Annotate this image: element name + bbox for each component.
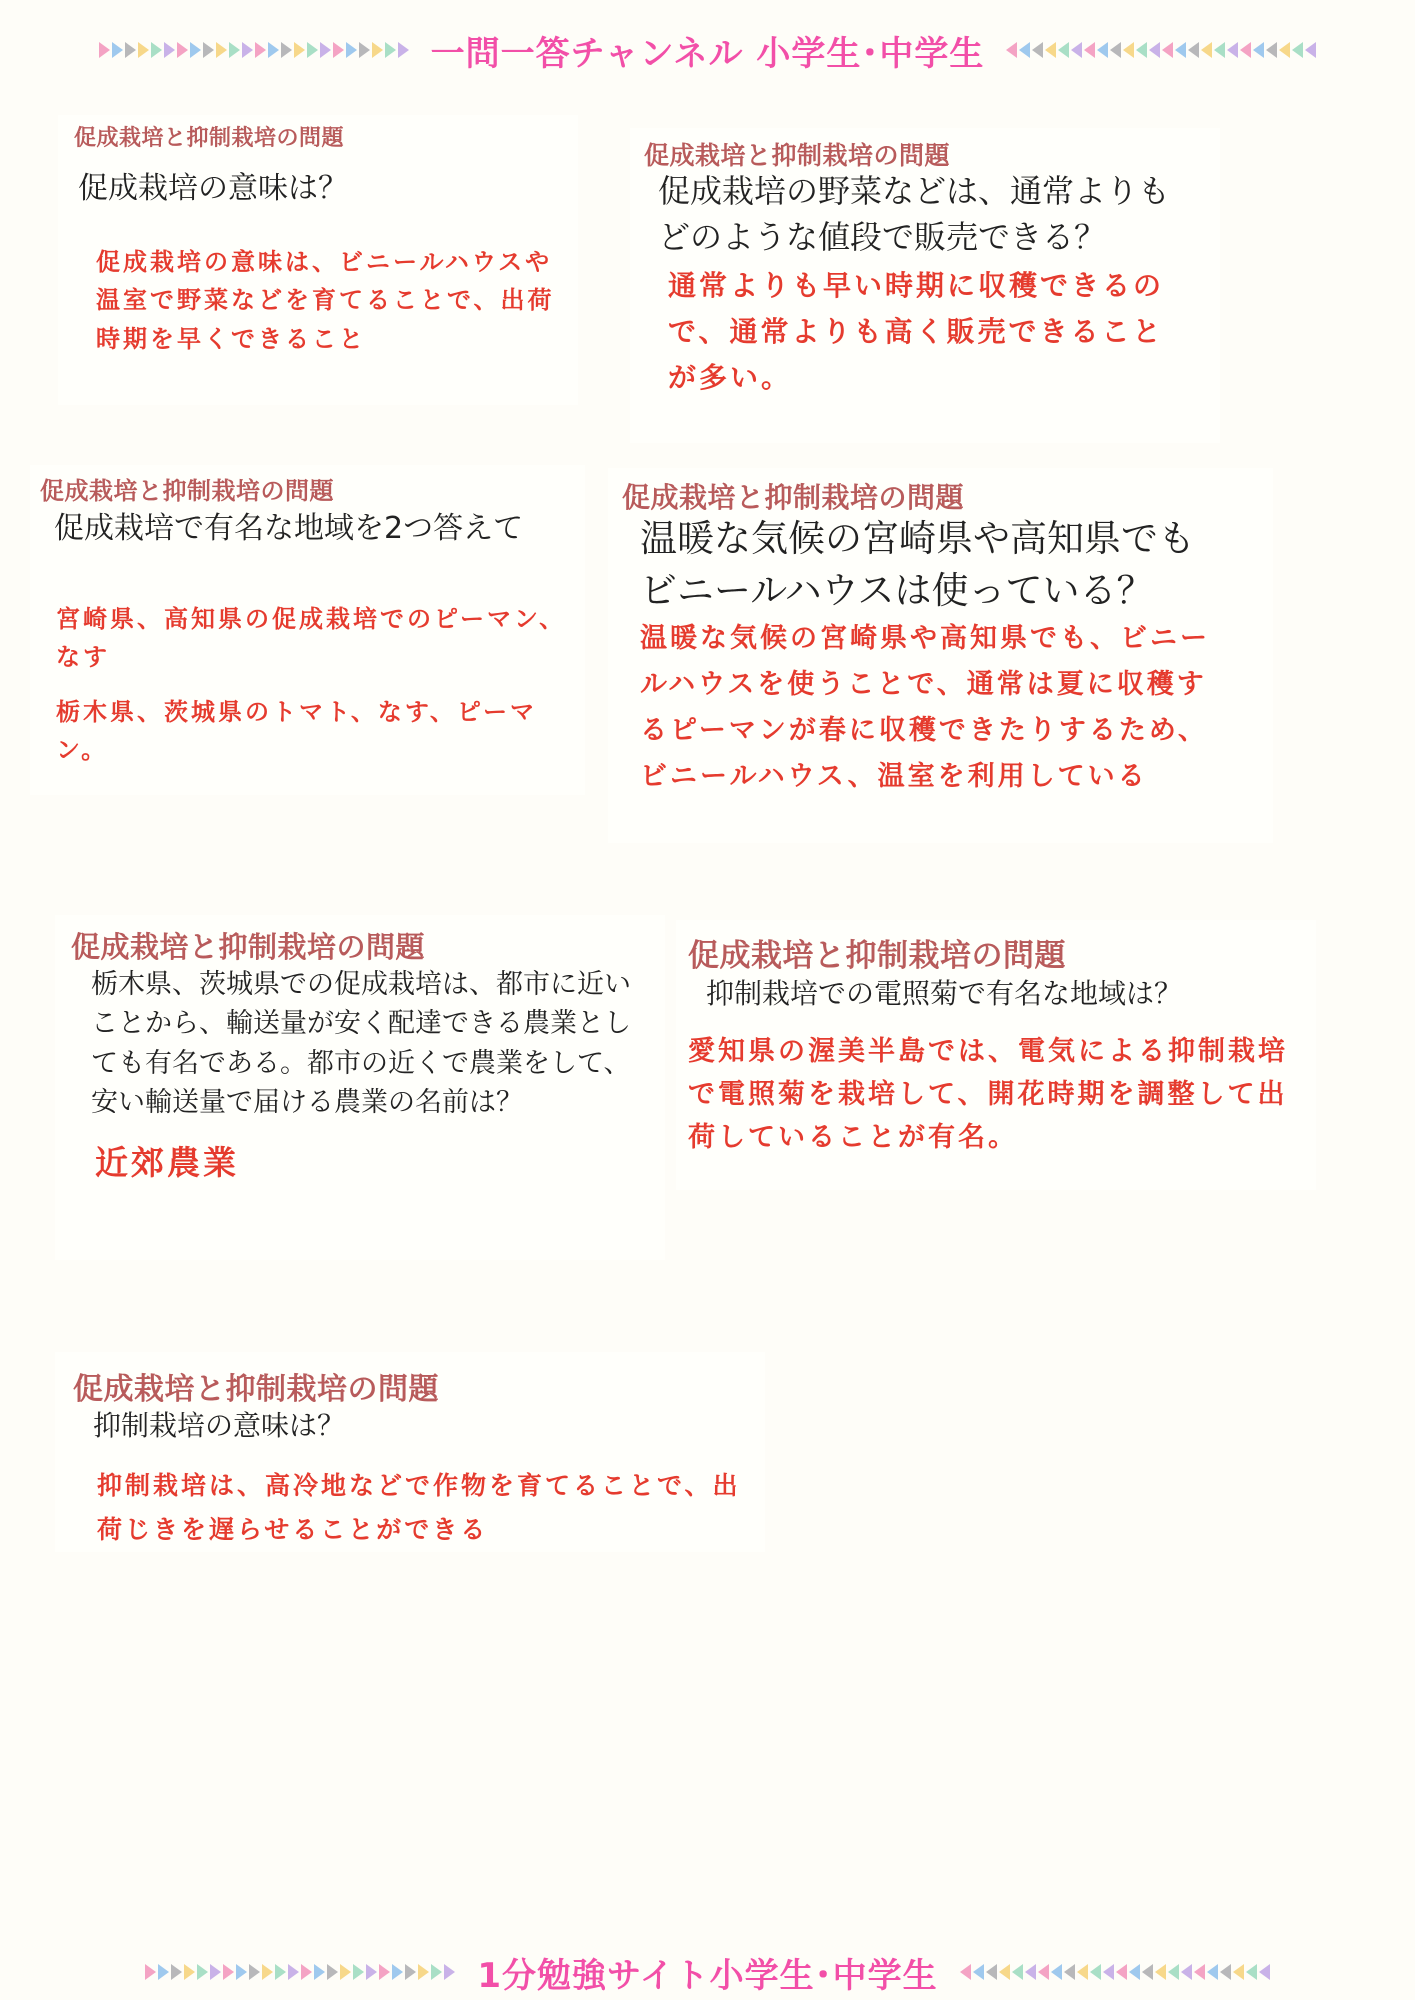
bunting-flag — [1064, 1964, 1075, 1980]
bunting-left — [145, 1964, 455, 1980]
card-question: 温暖な気候の宮崎県や高知県でもビニールハウスは使っている？ — [640, 517, 1195, 612]
bunting-flag — [1103, 1964, 1114, 1980]
bunting-flag — [1136, 42, 1147, 58]
bunting-left — [99, 42, 409, 58]
bunting-flag — [1077, 1964, 1088, 1980]
bunting-flag — [999, 1964, 1010, 1980]
bunting-flag — [197, 1964, 208, 1980]
bunting-flag — [1305, 42, 1316, 58]
bunting-flag — [1227, 42, 1238, 58]
qa-card-4 — [608, 468, 1273, 843]
bunting-flag — [1006, 42, 1017, 58]
bunting-flag — [262, 1964, 273, 1980]
bunting-flag — [1129, 1964, 1140, 1980]
bunting-flag — [1266, 42, 1277, 58]
card-category: 促成栽培と抑制栽培の問題 — [73, 1372, 439, 1407]
bunting-flag — [392, 1964, 403, 1980]
qa-card-2 — [630, 128, 1220, 443]
bunting-flag — [1181, 1964, 1192, 1980]
bunting-flag — [229, 42, 240, 58]
footer-title: 1分勉強サイト小学生･中学生 — [477, 1955, 938, 1996]
bunting-flag — [1175, 42, 1186, 58]
bunting-flag — [223, 1964, 234, 1980]
bunting-flag — [1071, 42, 1082, 58]
bunting-flag — [249, 1964, 260, 1980]
bunting-flag — [379, 1964, 390, 1980]
bunting-flag — [1051, 1964, 1062, 1980]
bunting-right — [1006, 42, 1316, 58]
bunting-flag — [359, 42, 370, 58]
card-answer: 抑制栽培は、高冷地などで作物を育てることで、出荷じきを遅らせることができる — [97, 1471, 741, 1544]
bunting-flag — [294, 42, 305, 58]
bunting-flag — [353, 1964, 364, 1980]
bunting-flag — [405, 1964, 416, 1980]
bunting-flag — [1201, 42, 1212, 58]
bunting-flag — [327, 1964, 338, 1980]
bunting-flag — [320, 42, 331, 58]
qa-card-1 — [58, 115, 578, 405]
bunting-flag — [1116, 1964, 1127, 1980]
bunting-flag — [1220, 1964, 1231, 1980]
bunting-flag — [1025, 1964, 1036, 1980]
bunting-flag — [125, 42, 136, 58]
bunting-flag — [340, 1964, 351, 1980]
bunting-flag — [398, 42, 409, 58]
bunting-flag — [973, 1964, 984, 1980]
header-title: 一問一答チャンネル 小学生･中学生 — [430, 33, 985, 74]
card-answer: 促成栽培の意味は、ビニールハウスや温室で野菜などを育てることで、出荷時期を早くできること — [96, 248, 555, 353]
bunting-flag — [986, 1964, 997, 1980]
bunting-flag — [1162, 42, 1173, 58]
bunting-flag — [268, 42, 279, 58]
card-category: 促成栽培と抑制栽培の問題 — [74, 126, 345, 151]
bunting-flag — [1038, 1964, 1049, 1980]
bunting-flag — [346, 42, 357, 58]
bunting-flag — [1292, 42, 1303, 58]
qa-card-6 — [676, 920, 1316, 1190]
bunting-flag — [1253, 42, 1264, 58]
qa-card-3 — [30, 465, 585, 795]
bunting-flag — [301, 1964, 312, 1980]
bunting-flag — [1259, 1964, 1270, 1980]
bunting-flag — [1110, 42, 1121, 58]
bunting-right — [960, 1964, 1270, 1980]
bunting-flag — [1240, 42, 1251, 58]
bunting-flag — [210, 1964, 221, 1980]
bunting-flag — [307, 42, 318, 58]
bunting-flag — [1142, 1964, 1153, 1980]
bunting-flag — [1233, 1964, 1244, 1980]
bunting-flag — [418, 1964, 429, 1980]
bunting-flag — [1155, 1964, 1166, 1980]
card-question: 抑制栽培の意味は？ — [93, 1409, 346, 1442]
bunting-flag — [366, 1964, 377, 1980]
bunting-flag — [236, 1964, 247, 1980]
bunting-flag — [444, 1964, 455, 1980]
header-banner — [0, 28, 1415, 72]
bunting-flag — [1246, 1964, 1257, 1980]
bunting-flag — [1214, 42, 1225, 58]
bunting-flag — [333, 42, 344, 58]
bunting-flag — [275, 1964, 286, 1980]
footer-banner — [0, 1950, 1415, 1994]
bunting-flag — [385, 42, 396, 58]
card-category: 促成栽培と抑制栽培の問題 — [688, 938, 1066, 974]
bunting-flag — [1279, 42, 1290, 58]
bunting-flag — [190, 42, 201, 58]
card-answer: 愛知県の渥美半島では、電気による抑制栽培で電照菊を栽培して、開花時期を調整して出荷していることが有名。 — [688, 1036, 1288, 1154]
card-question: 栃木県、茨城県での促成栽培は、都市に近いことから、輸送量が安く配達できる農業としても有名である。都市の近くで農業をして、安い輸送量で届ける農業の名前は？ — [91, 969, 631, 1119]
bunting-flag — [99, 42, 110, 58]
bunting-flag — [1149, 42, 1160, 58]
bunting-flag — [960, 1964, 971, 1980]
bunting-flag — [1045, 42, 1056, 58]
card-category: 促成栽培と抑制栽培の問題 — [622, 481, 965, 514]
bunting-flag — [216, 42, 227, 58]
bunting-flag — [1012, 1964, 1023, 1980]
bunting-flag — [1058, 42, 1069, 58]
card-answer: 通常よりも早い時期に収穫できるので、通常よりも高く販売できることが多い。 — [668, 269, 1165, 395]
bunting-flag — [1032, 42, 1043, 58]
bunting-flag — [1019, 42, 1030, 58]
bunting-flag — [171, 1964, 182, 1980]
bunting-flag — [203, 42, 214, 58]
card-answer: 近郊農業 — [95, 1143, 239, 1182]
card-question: 促成栽培の意味は？ — [78, 171, 348, 206]
bunting-flag — [184, 1964, 195, 1980]
bunting-flag — [177, 42, 188, 58]
bunting-flag — [1194, 1964, 1205, 1980]
bunting-flag — [1084, 42, 1095, 58]
card-question: 促成栽培で有名な地域を2つ答えて — [54, 511, 524, 546]
card-answer: 宮崎県、高知県の促成栽培でのピーマン、なす — [56, 605, 567, 672]
bunting-flag — [145, 1964, 156, 1980]
card-answer-extra: 栃木県、茨城県のトマト、なす、ピーマン。 — [56, 698, 537, 765]
bunting-flag — [164, 42, 175, 58]
bunting-flag — [372, 42, 383, 58]
bunting-flag — [138, 42, 149, 58]
bunting-flag — [255, 42, 266, 58]
card-category: 促成栽培と抑制栽培の問題 — [71, 930, 426, 964]
card-category: 促成栽培と抑制栽培の問題 — [40, 477, 334, 505]
bunting-flag — [1123, 42, 1134, 58]
bunting-flag — [431, 1964, 442, 1980]
qa-card-5 — [55, 915, 665, 1260]
bunting-flag — [112, 42, 123, 58]
bunting-flag — [158, 1964, 169, 1980]
bunting-flag — [1168, 1964, 1179, 1980]
bunting-flag — [1207, 1964, 1218, 1980]
bunting-flag — [1090, 1964, 1101, 1980]
bunting-flag — [151, 42, 162, 58]
bunting-flag — [242, 42, 253, 58]
card-question: 抑制栽培での電照菊で有名な地域は？ — [706, 977, 1183, 1010]
bunting-flag — [288, 1964, 299, 1980]
card-answer: 温暖な気候の宮崎県や高知県でも、ビニールハウスを使うことで、通常は夏に収穫するピーマンが春に収穫できたりするため、ビニールハウス、温室を利用している — [640, 623, 1210, 792]
bunting-flag — [281, 42, 292, 58]
qa-card-7 — [55, 1352, 765, 1552]
card-question: 促成栽培の野菜などは、通常よりもどのような値段で販売できる？ — [658, 172, 1171, 257]
card-category: 促成栽培と抑制栽培の問題 — [644, 141, 951, 170]
bunting-flag — [314, 1964, 325, 1980]
bunting-flag — [1097, 42, 1108, 58]
bunting-flag — [1188, 42, 1199, 58]
